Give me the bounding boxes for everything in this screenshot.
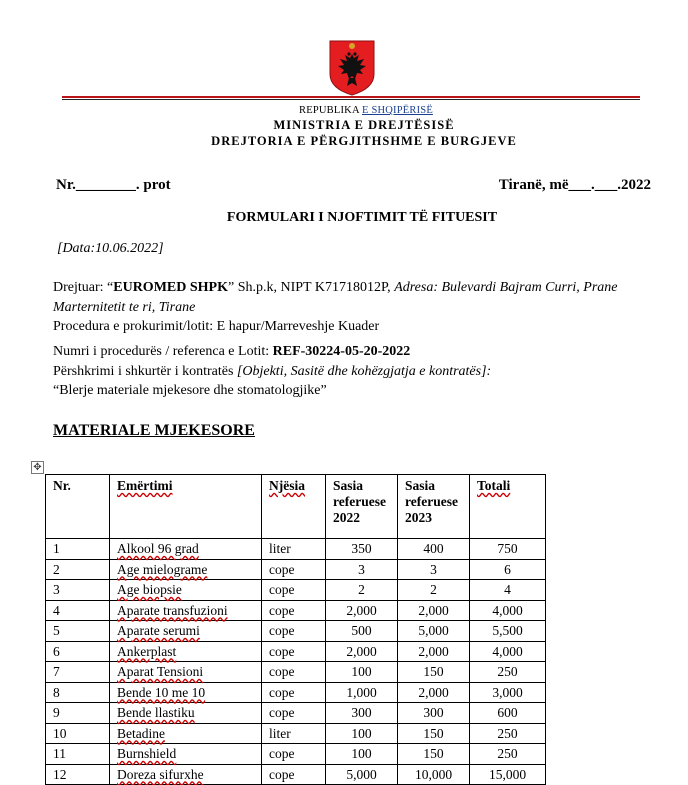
company-name: EUROMED SHPK: [113, 280, 228, 295]
cell-total: 5,500: [470, 621, 546, 642]
table-row: [46, 641, 546, 662]
cell-total: 4,000: [470, 600, 546, 621]
reference-number: REF-30224-05-20-2022: [272, 344, 411, 359]
cell-qty-2023: 400: [398, 539, 470, 560]
cell-nr: 1: [46, 539, 110, 560]
table-row: [46, 600, 546, 621]
form-title: FORMULARI I NJOFTIMIT TË FITUESIT: [226, 210, 498, 225]
cell-qty-2022: 5,000: [326, 764, 398, 785]
cell-total: 15,000: [470, 764, 546, 785]
cell-qty-2023: 5,000: [398, 621, 470, 642]
cell-nr: 12: [46, 764, 110, 785]
cell-qty-2023: 2: [398, 580, 470, 601]
table-row: [46, 744, 546, 765]
header-sasia-2022: Sasia referuese 2022: [326, 475, 398, 539]
cell-unit: cope: [262, 662, 326, 683]
protocol-number: Nr.________. prot: [56, 177, 171, 193]
cell-unit: cope: [262, 682, 326, 703]
cell-item-name: Betadine: [110, 723, 262, 744]
reference-line: Numri i procedurës / referenca e Lotit: REF-30224-05-20-2022: [53, 344, 411, 359]
cell-qty-2022: 100: [326, 723, 398, 744]
cell-qty-2023: 150: [398, 723, 470, 744]
cell-qty-2023: 300: [398, 703, 470, 724]
cell-nr: 6: [46, 641, 110, 662]
cell-total: 250: [470, 662, 546, 683]
table-row: [46, 580, 546, 601]
cell-qty-2022: 100: [326, 744, 398, 765]
header-nr: Nr.: [46, 475, 110, 539]
contract-object: “Blerje materiale mjekesore dhe stomatologjike”: [53, 383, 327, 398]
cell-item-name: Age mielograme: [110, 559, 262, 580]
cell-qty-2023: 2,000: [398, 600, 470, 621]
cell-item-name: Burnshield: [110, 744, 262, 765]
materials-table: [45, 474, 546, 785]
procedure-line: Procedura e prokurimit/lotit: E hapur/Marreveshje Kuader: [53, 319, 380, 334]
form-date: [Data:10.06.2022]: [57, 241, 164, 256]
cell-qty-2023: 150: [398, 744, 470, 765]
cell-item-name: Alkool 96 grad: [110, 539, 262, 560]
cell-unit: cope: [262, 703, 326, 724]
cell-qty-2022: 350: [326, 539, 398, 560]
cell-qty-2022: 100: [326, 662, 398, 683]
cell-unit: cope: [262, 764, 326, 785]
cell-nr: 8: [46, 682, 110, 703]
table-row: [46, 682, 546, 703]
cell-qty-2022: 3: [326, 559, 398, 580]
cell-nr: 5: [46, 621, 110, 642]
section-title: MATERIALE MJEKESORE: [53, 422, 255, 439]
cell-item-name: Bende 10 me 10: [110, 682, 262, 703]
cell-unit: liter: [262, 723, 326, 744]
cell-nr: 9: [46, 703, 110, 724]
description-line: Përshkrimi i shkurtër i kontratës [Objekti, Sasitë dhe kohëzgjatja e kontratës]:: [53, 364, 492, 379]
cell-item-name: Bende llastiku: [110, 703, 262, 724]
cell-total: 750: [470, 539, 546, 560]
table-row: [46, 703, 546, 724]
address-continuation: Marternitetit te ri, Tirane: [53, 300, 196, 315]
cell-unit: cope: [262, 621, 326, 642]
cell-unit: cope: [262, 559, 326, 580]
cell-total: 250: [470, 744, 546, 765]
cell-qty-2023: 2,000: [398, 641, 470, 662]
table-header-row: [46, 475, 546, 539]
table-row: [46, 764, 546, 785]
cell-total: 4: [470, 580, 546, 601]
table-row: [46, 621, 546, 642]
header-rule-black: [62, 99, 640, 100]
ministry-name: MINISTRIA E DREJTËSISË: [273, 118, 455, 132]
cell-nr: 7: [46, 662, 110, 683]
cell-item-name: Doreza sifurxhe: [110, 764, 262, 785]
cell-unit: liter: [262, 539, 326, 560]
cell-qty-2023: 150: [398, 662, 470, 683]
republic-line: REPUBLIKA E SHQIPËRISË: [299, 105, 433, 116]
cell-item-name: Aparate serumi: [110, 621, 262, 642]
cell-nr: 2: [46, 559, 110, 580]
cell-qty-2023: 3: [398, 559, 470, 580]
cell-qty-2023: 10,000: [398, 764, 470, 785]
cell-unit: cope: [262, 600, 326, 621]
cell-nr: 11: [46, 744, 110, 765]
cell-qty-2022: 1,000: [326, 682, 398, 703]
header-njesia: Njësia: [262, 475, 326, 539]
cell-nr: 4: [46, 600, 110, 621]
cell-total: 600: [470, 703, 546, 724]
table-move-handle-icon[interactable]: ✥: [31, 461, 44, 474]
albanian-coat-of-arms-logo: [329, 40, 375, 96]
header-emertimi: Emërtimi: [110, 475, 262, 539]
table-row: [46, 662, 546, 683]
cell-qty-2023: 2,000: [398, 682, 470, 703]
cell-qty-2022: 2,000: [326, 641, 398, 662]
cell-item-name: Aparat Tensioni: [110, 662, 262, 683]
header-totali: Totali: [470, 475, 546, 539]
cell-total: 4,000: [470, 641, 546, 662]
cell-total: 250: [470, 723, 546, 744]
address: Adresa: Bulevardi Bajram Curri, Prane: [394, 280, 618, 295]
table-row: [46, 723, 546, 744]
table-row: [46, 539, 546, 560]
cell-qty-2022: 2,000: [326, 600, 398, 621]
addressee-line: Drejtuar: “EUROMED SHPK” Sh.p.k, NIPT K71718012P, Adresa: Bulevardi Bajram Curri, Prane: [53, 280, 618, 295]
cell-qty-2022: 300: [326, 703, 398, 724]
place-date: Tiranë, më___.___.2022: [498, 177, 651, 193]
table-row: [46, 559, 546, 580]
cell-item-name: Age biopsie: [110, 580, 262, 601]
cell-unit: cope: [262, 580, 326, 601]
cell-qty-2022: 500: [326, 621, 398, 642]
cell-nr: 10: [46, 723, 110, 744]
cell-nr: 3: [46, 580, 110, 601]
directorate-name: DREJTORIA E PËRGJITHSHME E BURGJEVE: [211, 134, 517, 148]
header-sasia-2023: Sasia referuese 2023: [398, 475, 470, 539]
cell-unit: cope: [262, 744, 326, 765]
cell-total: 3,000: [470, 682, 546, 703]
cell-total: 6: [470, 559, 546, 580]
cell-qty-2022: 2: [326, 580, 398, 601]
cell-unit: cope: [262, 641, 326, 662]
header-rule-red: [62, 96, 640, 98]
cell-item-name: Ankerplast: [110, 641, 262, 662]
cell-item-name: Aparate transfuzioni: [110, 600, 262, 621]
